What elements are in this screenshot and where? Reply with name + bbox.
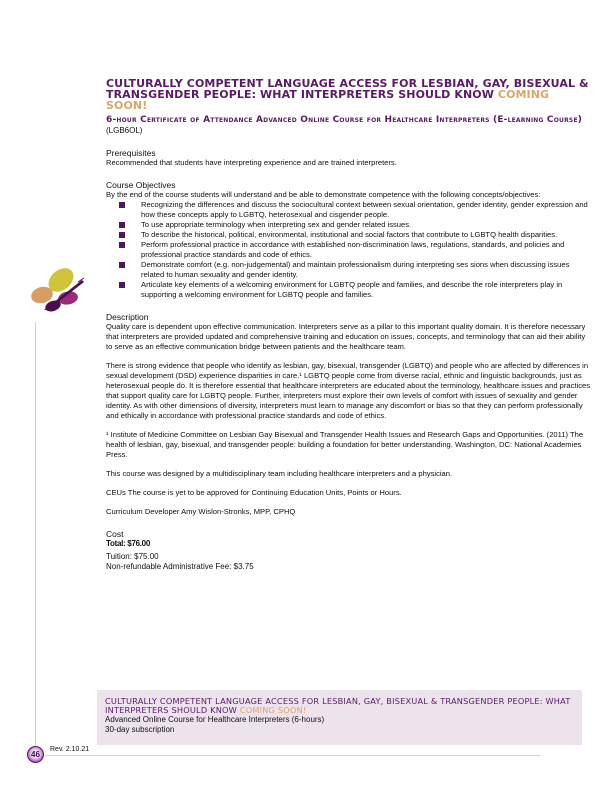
- prerequisites-heading: Prerequisites: [106, 148, 156, 158]
- promo-subscription: 30-day subscription: [105, 725, 175, 734]
- square-bullet-icon: [119, 242, 125, 248]
- promo-title-text: CULTURALLY COMPETENT LANGUAGE ACCESS FOR LESBIAN, GAY, BISEXUAL & TRANSGENDER PEOPLE: WHAT INTERPRETERS SHOULD KNOW: [105, 696, 571, 715]
- butterfly-logo-icon: [26, 262, 86, 318]
- course-subtitle: 6-hour Certificate of Attendance Advanced Online Course for Healthcare Interpreters (E-learning Course): [106, 115, 583, 125]
- objective-item: Recognizing the differences and discuss the sociocultural context between sexual orientation, gender identity, gender expression and how these concepts apply to LGBTQ, heterosexual and cisgender people.: [106, 200, 592, 220]
- course-listing: [106, 78, 592, 572]
- course-title: [106, 78, 592, 111]
- design-note: This course was designed by a multidisciplinary team including healthcare interpreters and a physician.: [106, 469, 453, 478]
- objectives-heading: Course Objectives: [106, 180, 176, 190]
- promo-title: [105, 697, 580, 715]
- course-title-text: CULTURALLY COMPETENT LANGUAGE ACCESS FOR LESBIAN, GAY, BISEXUAL & TRANSGENDER PEOPLE: WHAT INTERPRETERS SHOULD KNOW: [106, 77, 589, 101]
- tuition-line: Tuition: $75.00: [106, 552, 159, 561]
- description-paragraph-2: There is strong evidence that people who identify as lesbian, gay, bisexual, transgender (LGBTQ) and people who are affected by differences in sexual development (DSD) experience disparities in care.¹ LGBTQ people come from diverse racial, ethnic and linguistic backgrounds, just as heterosexual people do. It is therefore essential that healthcare interpreters are educated about the terminology, healthcare issues and practices that support quality care for LGBTQ people. Further, interpreters must explore their own levels of comfort with issues of sexuality and gender identity. As with other dimensions of diversity, interpreters must learn to manage any discomfort or bias so that they can perform professionally and ethically in accordance with professional practice standards and code of ethics.: [106, 361, 591, 420]
- objectives-intro: By the end of the course students will understand and be able to demonstrate competence with the following concepts/objectives:: [106, 190, 541, 199]
- ceus-note: CEUs The course is yet to be approved for Continuing Education Units, Points or Hours.: [106, 488, 402, 497]
- promo-coming-soon-badge: COMING SOON!: [239, 705, 307, 715]
- square-bullet-icon: [119, 232, 125, 238]
- objective-item: Articulate key elements of a welcoming environment for LGBTQ people and families, and describe the role interpreters play in supporting a welcoming environment for LGBTQ people and families.: [106, 280, 592, 300]
- prerequisites-text: Recommended that students have interpreting experience and are trained interpreters.: [106, 158, 397, 167]
- description-paragraph-1: Quality care is dependent upon effective communication. Interpreters serve as a pillar to this important quality domain. It is therefore necessary that interpreters are provided updated and comprehensive training and education on issues, concepts, and terminology that can aid their ability to serve as an effective communication bridge between patients and the healthcare team.: [106, 322, 586, 351]
- objective-item: Demonstrate comfort (e.g. non-judgemental) and maintain professionalism during interpreting ses sions when discussing issues related to human sexuality and gender identity.: [106, 260, 592, 280]
- cost-heading: Cost: [106, 529, 124, 539]
- admin-fee-line: Non-refundable Administrative Fee: $3.75: [106, 562, 254, 571]
- margin-rule-vertical: [35, 322, 36, 747]
- course-promo-box: [97, 690, 582, 745]
- coming-soon-badge: COMING SOON!: [106, 88, 550, 112]
- footer-rule: [45, 755, 540, 756]
- cost-breakdown: [106, 552, 592, 572]
- square-bullet-icon: [119, 202, 125, 208]
- course-code: (LGB6OL): [106, 126, 143, 135]
- objective-item: Perform professional practice in accordance with established non-discrimination laws, regulations, standards, and policies and professional practice standards and code of ethics.: [106, 240, 592, 260]
- curriculum-developer: Curriculum Developer Amy Wislon-Stronks, MPP, CPHQ: [106, 507, 296, 516]
- square-bullet-icon: [119, 262, 125, 268]
- objectives-list: [106, 200, 592, 300]
- footnote: ¹ Institute of Medicine Committee on Lesbian Gay Bisexual and Transgender Health Issues and Research Gaps and Opportunities. (2011) The health of lesbian, gay, bisexual, and transgender people: building a foundation for better understanding. Washington, DC: National Academies Press.: [106, 430, 584, 459]
- objective-item: To use appropriate terminology when interpreting sex and gender related issues.: [106, 220, 592, 230]
- description-heading: Description: [106, 312, 149, 322]
- square-bullet-icon: [119, 222, 125, 228]
- cost-total: Total: $76.00: [106, 539, 150, 548]
- square-bullet-icon: [119, 282, 125, 288]
- revision-label: Rev. 2.10.21: [50, 746, 90, 753]
- promo-course-type: Advanced Online Course for Healthcare Interpreters (6-hours): [105, 715, 325, 724]
- objective-item: To describe the historical, political, environmental, institutional and social factors that contribute to LGBTQ health disparities.: [106, 230, 592, 240]
- page-number-badge: 46: [27, 746, 44, 763]
